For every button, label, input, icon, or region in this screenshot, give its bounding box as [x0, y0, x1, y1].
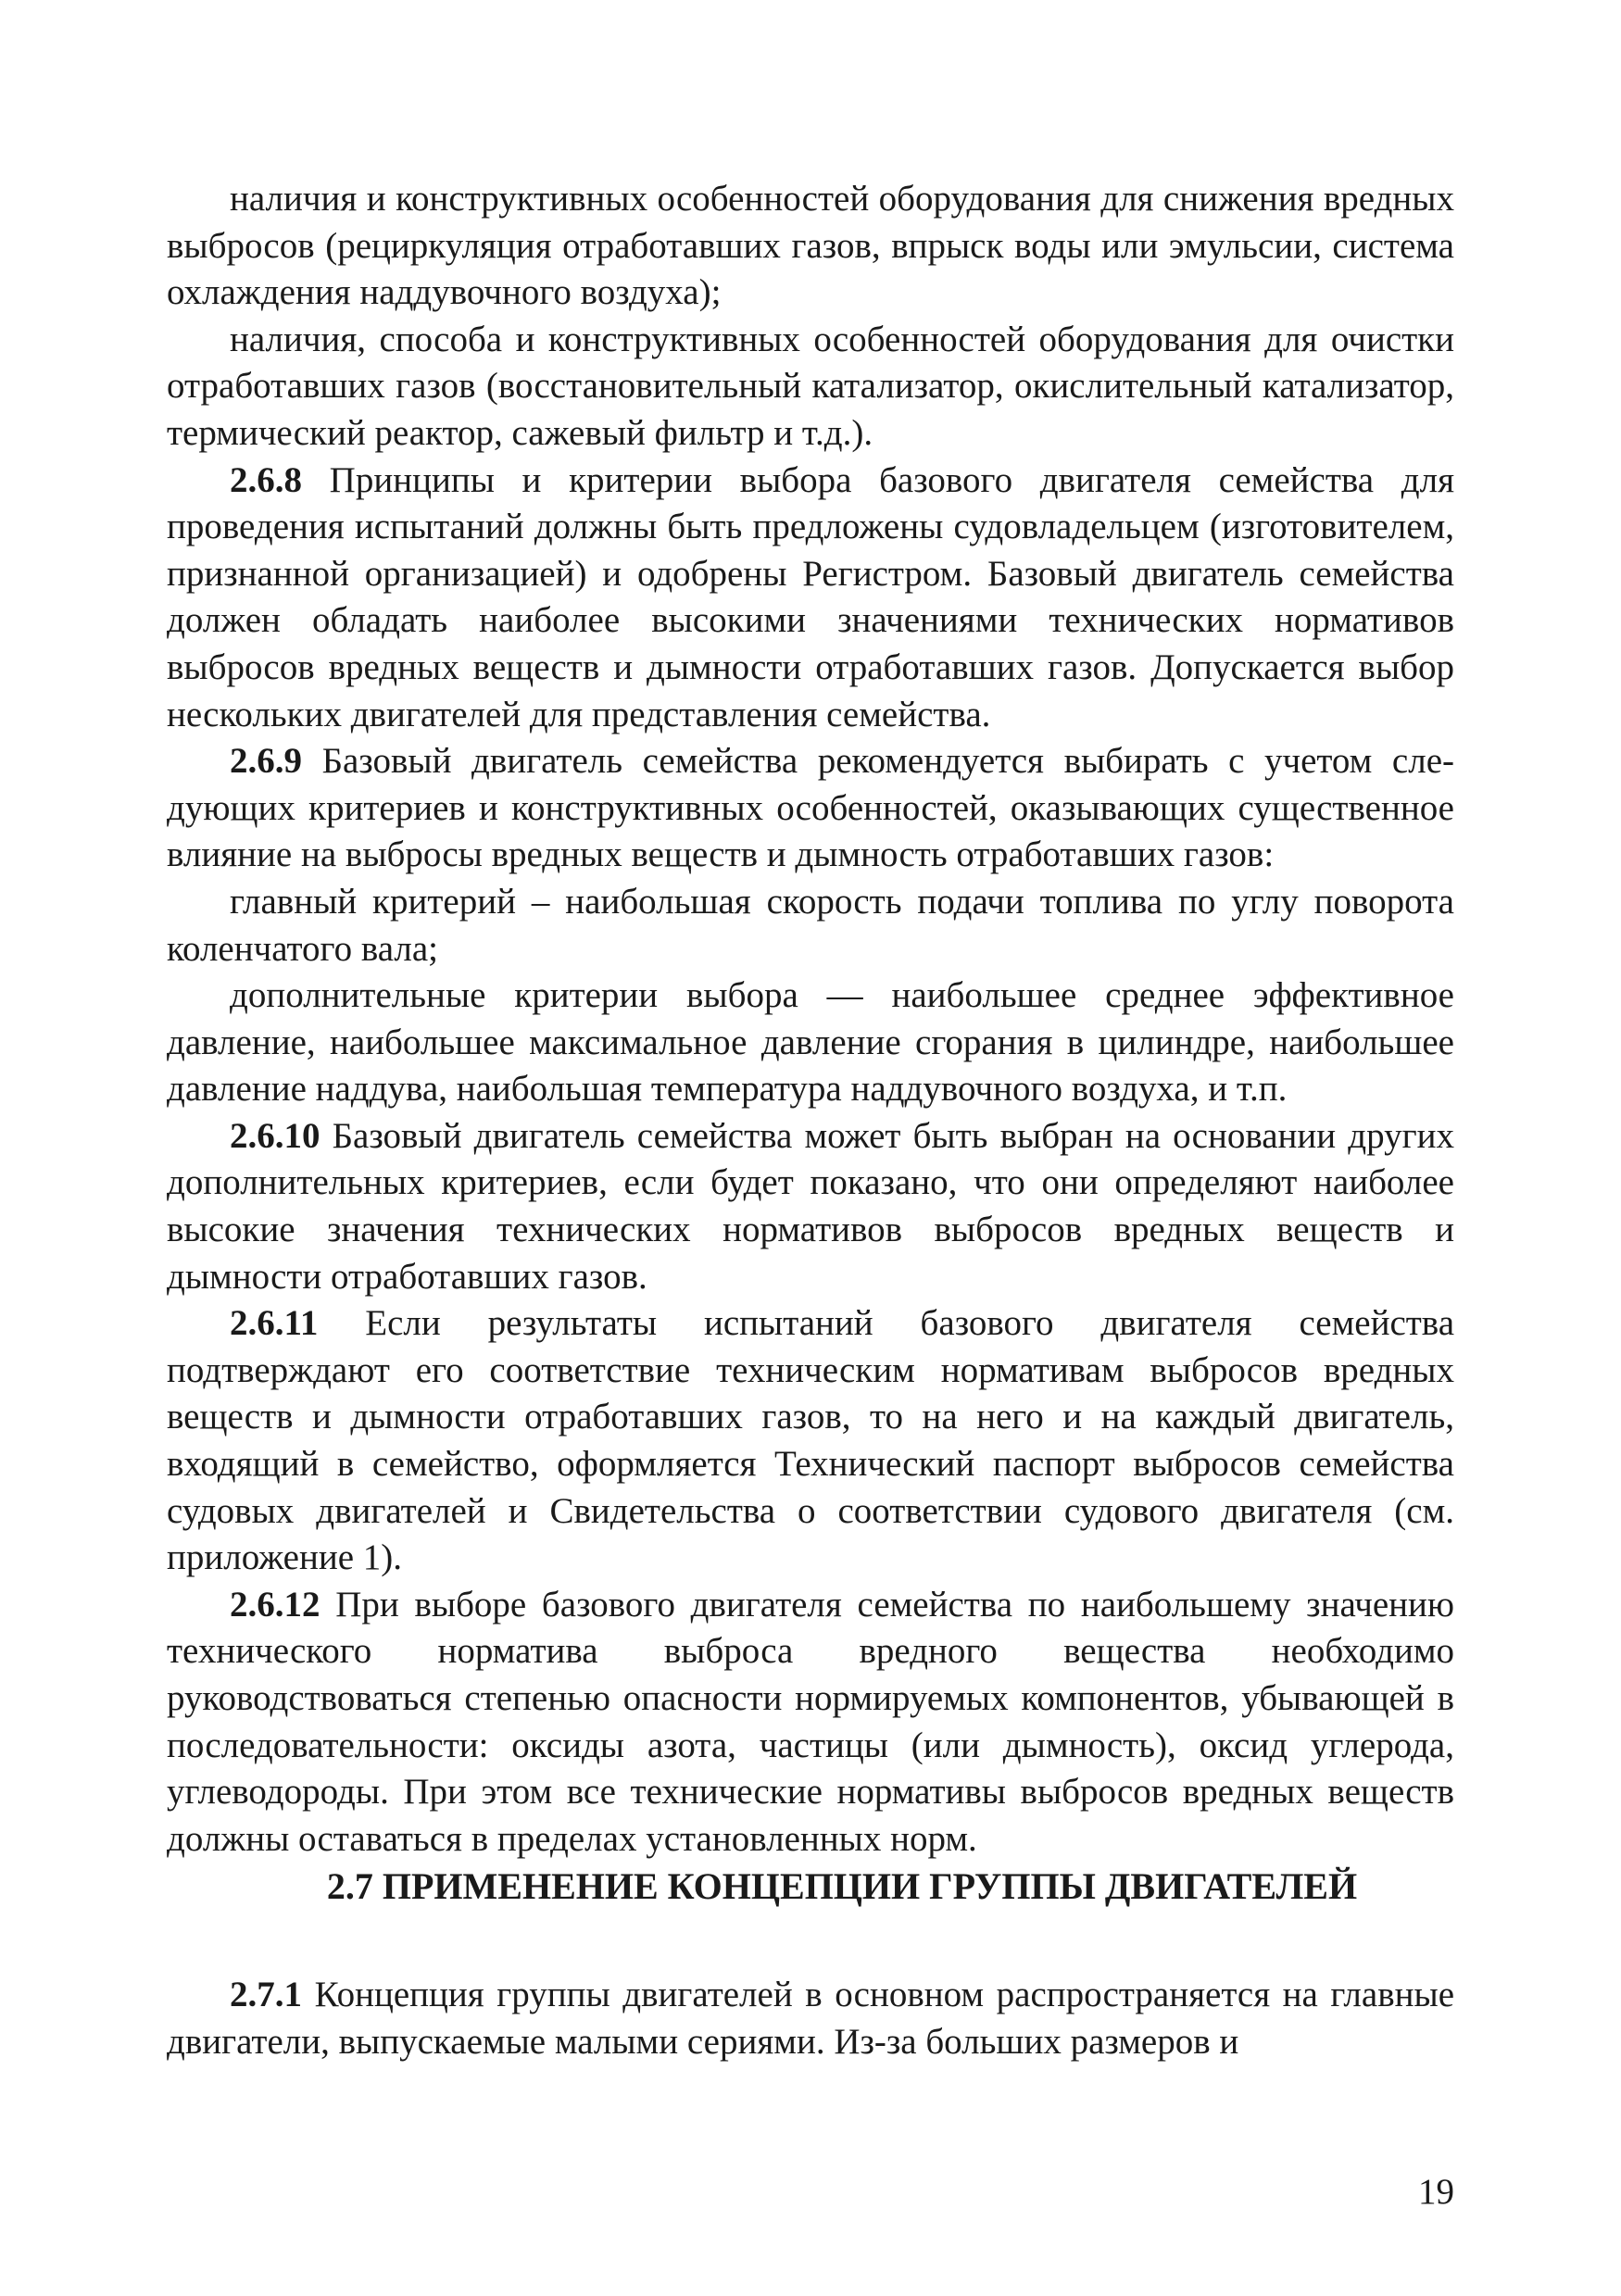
paragraph-2-6-11	[167, 1300, 1454, 1582]
paragraph	[167, 176, 1454, 317]
paragraph-2-6-9	[167, 738, 1454, 879]
document-body	[167, 176, 1454, 2066]
paragraph	[167, 879, 1454, 972]
paragraph-number: 2.7.1	[230, 1975, 302, 2015]
paragraph-text: дополнительные критерии выбора — наибольшее среднее эффективное давление, наибольшее максимальное давление сгорания в цилиндре, наибольшее давление наддува, наибольшая температура наддувочного воздуха, и т.п.	[167, 975, 1454, 1110]
paragraph-text: Базовый двигатель семейства может быть выбран на основании других дополнительных критериев, если будет показано, что они определяют наиболее высокие значения технических нормативов выбросов вредных веществ и дымности отработавших газов.	[167, 1115, 1454, 1297]
paragraph-text: Принципы и критерии выбора базового двигателя семейства для проведения испытаний должны быть предложены судовладельцем (изготовителем, признанной организацией) и одобрены Регистром. Базовый двигатель семейства должен обладать наиболее высокими значениями технических нормативов выбросов вредных веществ и дымности отработавших газов. Допускается выбор нескольких двигателей для представления семейства.	[167, 459, 1455, 734]
paragraph-text: При выборе базового двигателя семейства по наибольшему значению технического норматива выброса вредного вещества необходимо руководствоваться степенью опасности нормируемых компонентов, убывающей в последовательности: оксиды азота, частицы (или дымность), оксид углерода, углеводороды. При этом все технические нормативы выбросов вредных веществ должны оставаться в пределах установленных норм.	[167, 1584, 1455, 1859]
paragraph-number: 2.6.12	[230, 1584, 320, 1625]
paragraph-2-6-12	[167, 1582, 1454, 1863]
section-heading: 2.7 ПРИМЕНЕНИЕ КОНЦЕПЦИИ ГРУППЫ ДВИГАТЕЛЕЙ	[326, 1865, 1358, 1908]
paragraph-number: 2.6.9	[230, 741, 302, 782]
paragraph-text: Если результаты испытаний базового двигателя семейства подтверждают его соответствие техническим нормативам выбросов вредных веществ и дымности отработавших газов, то на него и на каждый двигатель, входящий в семейство, оформляется Технический паспорт выбросов семейства судовых двигателей и Свидетельства о соответствии судового двигателя (см. приложение 1).	[167, 1303, 1455, 1578]
paragraph-2-6-8	[167, 458, 1454, 739]
paragraph	[167, 972, 1454, 1113]
paragraph-number: 2.6.8	[230, 459, 302, 500]
paragraph-2-7-1	[167, 1972, 1454, 2065]
page-number: 19	[1418, 2172, 1454, 2212]
paragraph	[167, 317, 1454, 458]
paragraph-2-6-10	[167, 1113, 1454, 1300]
paragraph-text: главный критерий – наибольшая скорость подачи топлива по углу поворота коленчатого вала;	[167, 881, 1454, 969]
paragraph-text: Базовый двигатель семейства рекомендуется выбирать с учетом следующих критериев и конструктивных особенностей, оказывающих существенное влияние на выбросы вредных веществ и дымность отработавших газов:	[167, 741, 1455, 875]
paragraph-text: наличия и конструктивных особенностей оборудования для снижения вредных выбросов (рециркуляция отработавших газов, впрыск воды или эмульсии, система охлаждения наддувочного воздуха);	[167, 179, 1454, 313]
paragraph-text: наличия, способа и конструктивных особенностей оборудования для очистки отработавших газов (восстановительный катализатор, окислительный катализатор, термический реактор, сажевый фильтр и т.д.).	[167, 319, 1454, 453]
paragraph-number: 2.6.10	[230, 1115, 320, 1156]
paragraph-number: 2.6.11	[230, 1303, 319, 1344]
paragraph-text: Концепция группы двигателей в основном распространяется на главные двигатели, выпускаемые малыми сериями. Из-за больших размеров и	[167, 1975, 1455, 2062]
